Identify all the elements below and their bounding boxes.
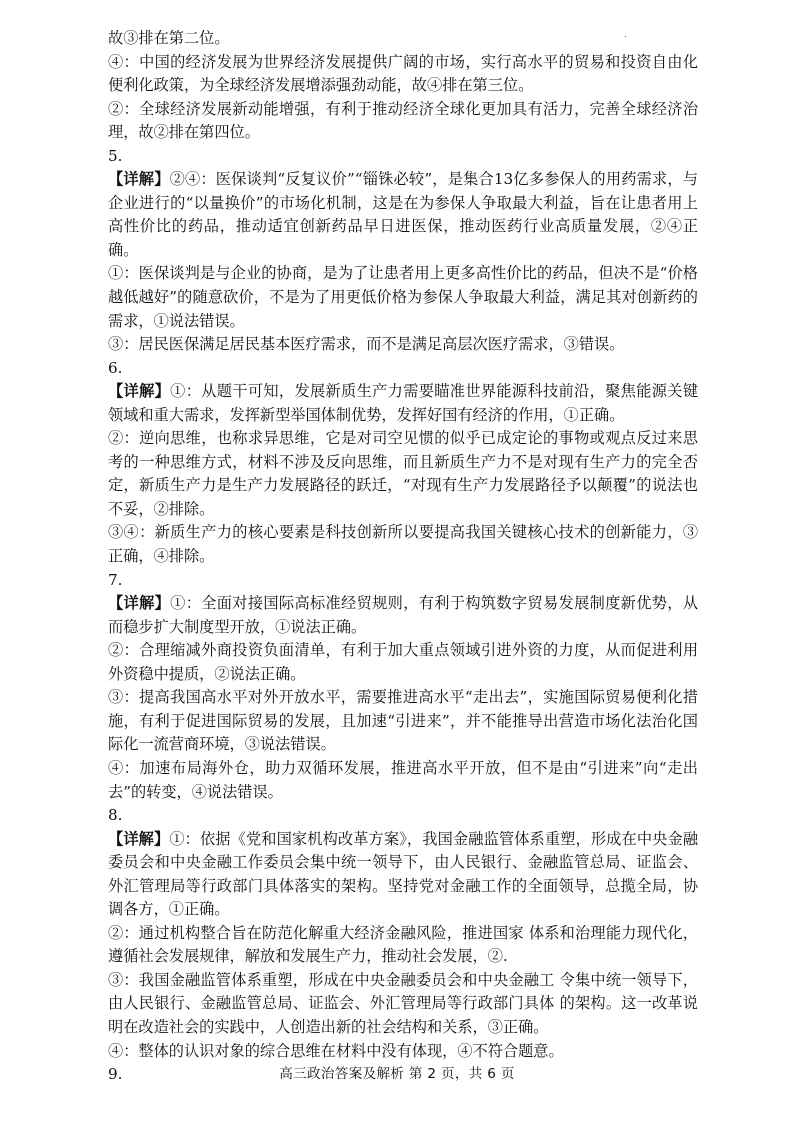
- answer-paragraph: [108, 27, 698, 51]
- paragraph-text: ②：全球经济发展新动能增强，有利于推动经济全球化更加具有活力，完善全球经济治理，故②排在第四位。: [108, 99, 698, 142]
- paragraph-text: ②：逆向思维，也称求异思维，它是对司空见惯的似乎已成定论的事物或观点反过来思考的一种思维方式，材料不涉及反向思维，而且新质生产力不是对现有生产力的完全否定，新质生产力是生产力发展路径的跃迁，“对现有生产力发展路径予以颠覆”的说法也不妥，②排除。: [108, 429, 698, 518]
- answer-paragraph: [108, 828, 698, 922]
- answer-paragraph: [108, 922, 698, 969]
- answer-paragraph: [108, 1040, 698, 1064]
- answer-paragraph: [108, 380, 698, 427]
- answer-paragraph: [108, 592, 698, 639]
- paragraph-text: 5.: [108, 146, 123, 165]
- answer-paragraph: [108, 427, 698, 521]
- paragraph-text: ③：居民医保满足居民基本医疗需求，而不是满足高层次医疗需求，③错误。: [108, 335, 625, 354]
- answer-paragraph: [108, 262, 698, 333]
- paragraph-text: 7.: [108, 570, 123, 589]
- corner-mark: .: [624, 30, 627, 40]
- paragraph-text: 9.: [108, 1065, 123, 1084]
- paragraph-text: 6.: [108, 358, 123, 377]
- paragraph-text: ①：全面对接国际高标准经贸规则，有利于构筑数字贸易发展制度新优势，从而稳步扩大制度型开放，①说法正确。: [108, 594, 699, 636]
- answer-paragraph: [108, 804, 698, 828]
- page-footer: 高三政治答案及解析 第 2 页，共 6 页: [279, 1066, 515, 1082]
- answer-paragraph: [108, 168, 698, 262]
- answer-paragraph: [108, 98, 698, 145]
- paragraph-text: ④：加速布局海外仓，助力双循环发展，推进高水平开放，但不是由“引进来”向“走出去”的转变，④说法错误。: [108, 758, 698, 801]
- detail-tag: 【详解】: [108, 829, 170, 848]
- paragraph-text: ②：合理缩减外商投资负面清单，有利于加大重点领域引进外资的力度，从而促进利用外资稳中提质，②说法正确。: [108, 641, 698, 683]
- paragraph-text: ④：整体的认识对象的综合思维在材料中没有体现，④不符合题意。: [108, 1041, 564, 1060]
- answer-content: [108, 27, 698, 1087]
- answer-paragraph: [108, 521, 698, 568]
- detail-tag: 【详解】: [108, 382, 171, 401]
- paragraph-text: ③：我国金融监管体系重塑，形成在中央金融委员会和中央金融工 令集中统一领导下，由人民银行、金融监管总局、证监会、外汇管理局等行政部门具体 的架构。这一改革说明在改造社会的实践中，人创造出新的社会结构和关系，③正确。: [108, 970, 698, 1036]
- answer-paragraph: [108, 569, 698, 593]
- answer-paragraph: [108, 333, 698, 357]
- paragraph-text: ③④：新质生产力的核心要素是科技创新所以要提高我国关键核心技术的创新能力，③正确，④排除。: [108, 523, 698, 566]
- answer-paragraph: [108, 145, 698, 169]
- detail-tag: 【详解】: [108, 170, 170, 189]
- answer-paragraph: [108, 757, 698, 804]
- paragraph-text: 8.: [108, 806, 123, 825]
- paragraph-text: ①：从题干可知，发展新质生产力需要瞄准世界能源科技前沿，聚焦能源关键领域和重大需求，发挥新型举国体制优势，发挥好国有经济的作用，①正确。: [108, 382, 699, 424]
- detail-tag: 【详解】: [108, 594, 171, 613]
- paragraph-text: ②：通过机构整合旨在防范化解重大经济金融风险，推进国家 体系和治理能力现代化，遵循社会发展规律，解放和发展生产力，推动社会发展，②.: [108, 923, 698, 966]
- answer-paragraph: [108, 639, 698, 686]
- paragraph-text: ②④：医保谈判“反复议价”“锱铢必较”，是集合13亿多参保人的用药需求，与企业进行的“以量换价”的市场化机制，这是在为参保人争取最大利益，旨在让患者用上高性价比的药品，推动适宜创新药品早日进医保，推动医药行业高质量发展，②④正确。: [108, 170, 699, 259]
- paragraph-text: ①：医保谈判是与企业的协商，是为了让患者用上更多高性价比的药品，但决不是“价格越低越好”的随意砍价，不是为了用更低价格为参保人争取最大利益，满足其对创新药的需求，①说法错误。: [108, 264, 698, 330]
- paragraph-text: ④：中国的经济发展为世界经济发展提供广阔的市场，实行高水平的贸易和投资自由化便利化政策，为全球经济发展增添强劲动能，故④排在第三位。: [108, 52, 698, 95]
- paragraph-text: 故③排在第二位。: [108, 29, 230, 47]
- answer-paragraph: [108, 969, 698, 1040]
- paragraph-text: ①：依据《党和国家机构改革方案》，我国金融监管体系重塑，形成在中央金融委员会和中央金融工作委员会集中统一领导下，由人民银行、金融监管总局、证监会、外汇管理局等行政部门具体落实的架构。坚持党对金融工作的全面领导，总揽全局，协调各方，①正确。: [108, 829, 699, 919]
- answer-paragraph: [108, 357, 698, 381]
- answer-paragraph: [108, 686, 698, 757]
- answer-paragraph: [108, 51, 698, 98]
- paragraph-text: ③：提高我国高水平对外开放水平，需要推进高水平“走出去”，实施国际贸易便利化措施，有利于促进国际贸易的发展，且加速“引进来”，并不能推导出营造市场化法治化国际化一流营商环境，③说法错误。: [108, 688, 698, 754]
